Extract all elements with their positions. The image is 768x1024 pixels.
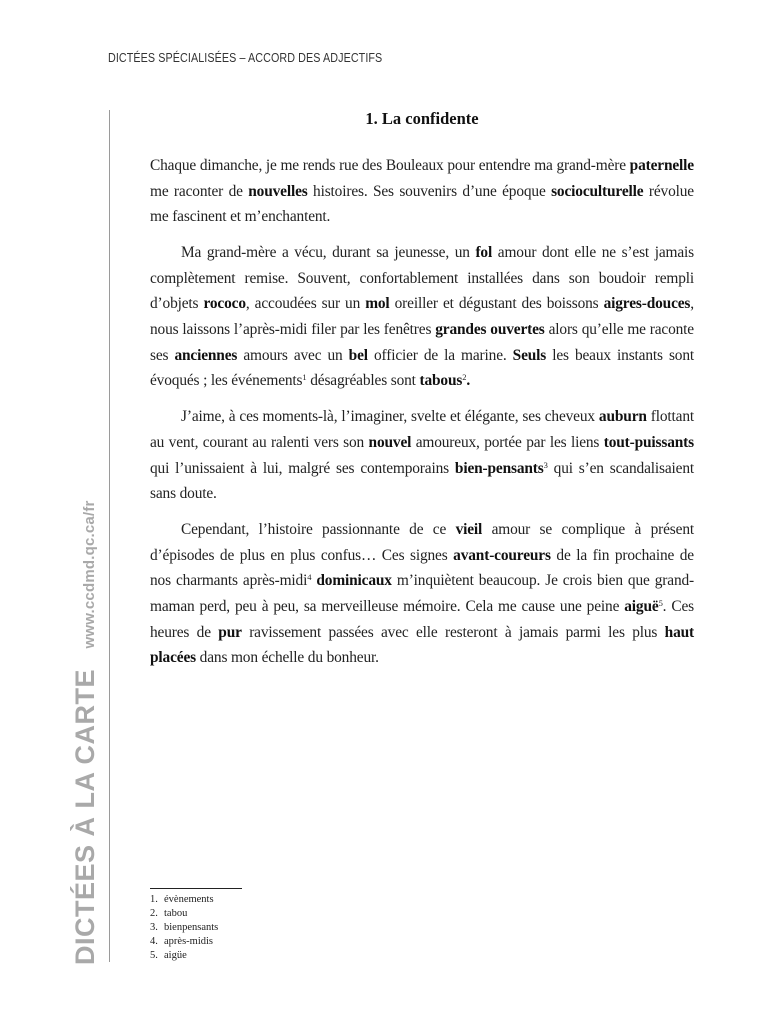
text-run: amour dont elle ne s’est jamais complètement remise. Souvent, confortablement installées dans son boudoir rempli d’objets [150, 244, 694, 313]
target-adjective: grandes ouvertes [435, 321, 545, 339]
text-run: m’inquiètent beaucoup. Je crois bien que grand-maman perd, peu à peu, sa merveilleuse mémoire. Cela me cause une peine [150, 572, 695, 615]
footnote-marker: 4 [307, 572, 312, 583]
text-run: amoureux, portée par les liens [411, 433, 604, 451]
text-run: alors qu’elle me raconte ses [150, 321, 694, 364]
text-run: , accoudées sur un [245, 295, 366, 313]
footnote-item [150, 907, 218, 921]
target-adjective: avant-coureurs [453, 546, 551, 564]
target-adjective: . [466, 372, 471, 390]
target-adjective: socioculturelle [551, 182, 644, 200]
paragraph [150, 240, 694, 394]
target-adjective: tout-puissants [603, 433, 694, 451]
text-run: dans mon échelle du bonheur. [195, 649, 379, 667]
target-adjective: bel [348, 346, 368, 364]
text-run: les beaux instants sont évoqués ; les événements [150, 346, 694, 390]
text-run: oreiller et dégustant des boissons [389, 295, 604, 313]
paragraph [150, 404, 694, 506]
target-adjective: pur [218, 623, 242, 641]
footnote-rule [150, 888, 242, 889]
footnote-marker: 1 [302, 372, 307, 383]
text-run: désagréables sont [306, 372, 420, 390]
target-adjective: nouvelles [248, 182, 308, 200]
text-run: amour se complique à présent d’épisodes de plus en plus confus… Ces signes [150, 521, 694, 564]
target-adjective: nouvel [368, 433, 412, 451]
text-run: Ma grand-mère a vécu, durant sa jeunesse, un [181, 244, 476, 262]
text-run: J’aime, à ces moments-là, l’imaginer, svelte et élégante, ses cheveux [181, 408, 599, 426]
paragraph [150, 153, 694, 230]
text-run: . Ces heures de [150, 598, 694, 641]
dictation-title: 1. La confidente [365, 109, 479, 128]
text-run: , nous laissons l’après-midi filer par les fenêtres [150, 295, 694, 339]
text-run: qui s’en scandalisaient sans doute. [150, 459, 695, 503]
target-adjective: paternelle [629, 157, 694, 174]
footnote-number: 4. [150, 936, 158, 947]
brand-title: DICTÉES À LA CARTE [70, 668, 100, 965]
text-run: ravissement passées avec elle resteront à jamais parmi les plus [241, 623, 665, 641]
target-adjective: auburn [598, 408, 647, 426]
text-run: révolue me fascinent et m’enchantent. [150, 182, 694, 226]
target-adjective: bien-pensants [454, 459, 544, 477]
footnote-marker: 3 [543, 459, 548, 470]
running-header: DICTÉES SPÉCIALISÉES – ACCORD DES ADJECTIFS [108, 51, 383, 65]
margin-rule [109, 110, 110, 962]
footnote-text: après-midis [164, 936, 213, 947]
target-adjective: dominicaux [316, 572, 392, 590]
footnote-marker: 2 [462, 372, 467, 383]
target-adjective: Seuls [512, 346, 547, 364]
target-adjective: aigres-douces [603, 295, 691, 313]
footnote-text: tabou [164, 908, 188, 919]
footnote-item [150, 921, 218, 935]
text-run: histoires. Ses souvenirs d’une époque [307, 182, 552, 200]
text-run: officier de la marine. [367, 346, 513, 364]
footnote-text: bienpensants [164, 922, 219, 933]
target-adjective: vieil [455, 521, 483, 539]
text-run: qui l’unissaient à lui, malgré ses contemporains [150, 459, 455, 477]
footnote-text: aigüe [164, 950, 187, 961]
target-adjective: aiguë [624, 598, 659, 615]
footnote-number: 5. [150, 950, 158, 961]
footnote-marker: 5 [658, 598, 663, 608]
target-adjective: mol [365, 295, 390, 313]
dictation-body [150, 153, 694, 681]
footnote-item [150, 893, 218, 907]
text-run: Cependant, l’histoire passionnante de ce [181, 521, 456, 539]
paragraph [150, 517, 694, 671]
text-run: de la fin prochaine de nos charmants après-midi [150, 546, 694, 590]
target-adjective: rococo [203, 295, 246, 313]
target-adjective: anciennes [174, 346, 238, 364]
text-run: Chaque dimanche, je me rends rue des Bouleaux pour entendre ma grand-mère [150, 157, 630, 174]
footnote-text: évènements [164, 894, 214, 905]
footnote-number: 2. [150, 908, 158, 919]
side-brand [70, 500, 101, 965]
footnote-item [150, 935, 218, 949]
footnote-item [150, 949, 218, 963]
target-adjective: fol [475, 244, 493, 262]
target-adjective: haut placées [150, 623, 694, 667]
text-run: flottant au vent, courant au ralenti vers son [150, 408, 694, 451]
footnote-number: 1. [150, 894, 158, 905]
text-run: amours avec un [237, 346, 349, 364]
target-adjective: tabous [419, 372, 463, 390]
footnote-number: 3. [150, 922, 158, 933]
brand-url: www.ccdmd.qc.ca/fr [81, 500, 98, 649]
text-run: me raconter de [150, 182, 249, 200]
footnote-list [150, 893, 218, 963]
